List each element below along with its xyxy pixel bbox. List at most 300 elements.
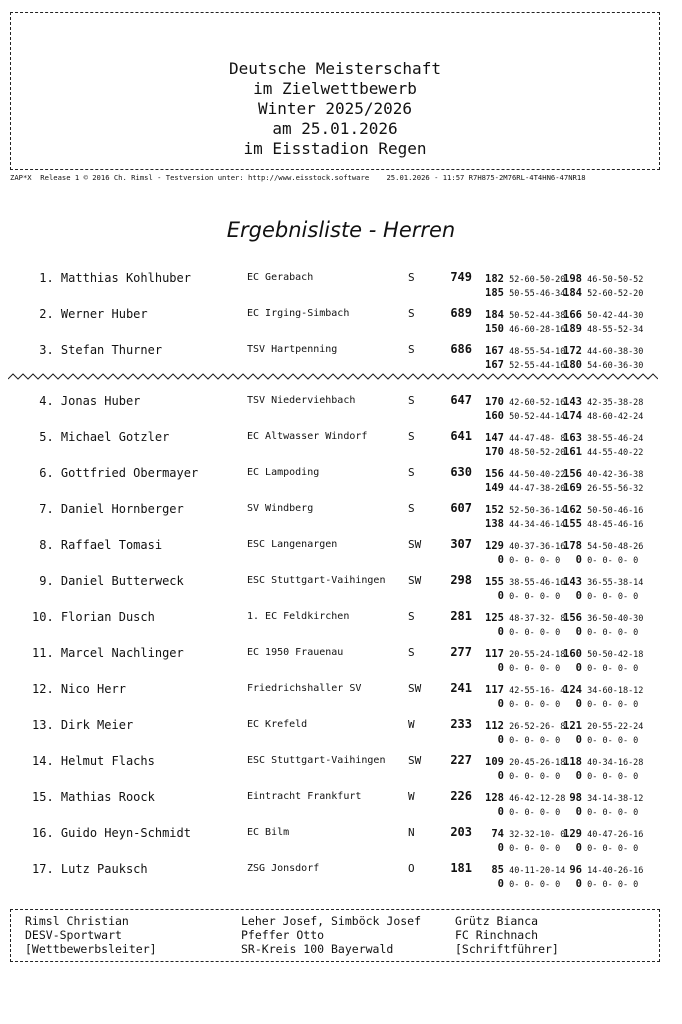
rank: 10. — [32, 610, 54, 624]
game-detail: 40-42-36-38 — [587, 470, 644, 480]
class-code: SW — [408, 538, 422, 551]
game-sum: 0 — [575, 698, 582, 710]
game-score — [482, 482, 565, 494]
result-row — [0, 271, 682, 307]
club-name: EC Bilm — [247, 827, 290, 838]
result-row — [0, 430, 682, 466]
game-sum: 143 — [563, 576, 582, 588]
game-detail: 14-40-26-16 — [587, 866, 644, 876]
athlete-rank-name — [32, 790, 155, 804]
game-detail: 20-55-24-18 — [509, 650, 566, 660]
result-row — [0, 538, 682, 574]
total-score: 607 — [450, 501, 472, 515]
game-score — [482, 734, 560, 746]
game-detail: 0- 0- 0- 0 — [587, 628, 639, 638]
total-score: 749 — [450, 270, 472, 284]
game-detail: 52-55-44-16 — [509, 361, 566, 371]
game-detail: 44-55-40-22 — [587, 448, 644, 458]
class-code: W — [408, 718, 415, 731]
game-sum: 155 — [485, 576, 504, 588]
game-score — [562, 446, 643, 458]
athlete-name: Helmut Flachs — [60, 754, 155, 768]
club-name: Eintracht Frankfurt — [247, 791, 362, 802]
result-row — [0, 610, 682, 646]
game-sum: 128 — [485, 792, 504, 804]
game-score — [482, 720, 565, 732]
club-name: SV Windberg — [247, 503, 314, 514]
game-detail: 0- 0- 0- 0 — [587, 736, 639, 746]
athlete-rank-name — [32, 826, 191, 840]
club-name: EC Irging-Simbach — [247, 308, 350, 319]
athlete-rank-name — [32, 271, 191, 285]
game-detail: 0- 0- 0- 0 — [509, 664, 561, 674]
class-code: S — [408, 466, 415, 479]
event-heading — [11, 59, 659, 159]
athlete-rank-name — [32, 343, 162, 357]
athlete-name: Guido Heyn-Schmidt — [60, 826, 191, 840]
game-detail: 0- 0- 0- 0 — [587, 844, 639, 854]
game-sum: 155 — [563, 518, 582, 530]
game-score — [482, 576, 565, 588]
game-score — [562, 345, 643, 357]
game-sum: 121 — [563, 720, 582, 732]
rank: 2. — [39, 307, 54, 321]
result-row — [0, 307, 682, 343]
official-line: Leher Josef, Simböck Josef — [241, 914, 422, 928]
game-score — [482, 345, 565, 357]
game-detail: 44-47-48- 8 — [509, 434, 566, 444]
rank: 13. — [32, 718, 54, 732]
game-score — [482, 806, 560, 818]
athlete-rank-name — [32, 466, 198, 480]
official-line: [Wettbewerbsleiter] — [25, 942, 157, 956]
game-detail: 26-55-56-32 — [587, 484, 644, 494]
game-detail: 48-60-42-24 — [587, 412, 644, 422]
game-detail: 40-47-26-16 — [587, 830, 644, 840]
official-line: [Schriftführer] — [455, 942, 559, 956]
game-sum: 156 — [563, 468, 582, 480]
rank: 17. — [32, 862, 54, 876]
game-score — [562, 684, 643, 696]
game-detail: 48-45-46-16 — [587, 520, 644, 530]
game-sum: 174 — [563, 410, 582, 422]
game-score — [482, 359, 565, 371]
game-score — [562, 309, 643, 321]
game-sum: 143 — [563, 396, 582, 408]
game-detail: 38-55-46-24 — [587, 434, 644, 444]
game-score — [482, 612, 565, 624]
athlete-rank-name — [32, 538, 162, 552]
game-sum: 118 — [563, 756, 582, 768]
game-score — [482, 648, 565, 660]
official-line: Pfeffer Otto — [241, 928, 325, 942]
club-name: 1. EC Feldkirchen — [247, 611, 350, 622]
game-sum: 0 — [575, 878, 582, 890]
game-sum: 0 — [497, 878, 504, 890]
game-sum: 160 — [563, 648, 582, 660]
total-score: 241 — [450, 681, 472, 695]
game-sum: 167 — [485, 345, 504, 357]
total-score: 686 — [450, 342, 472, 356]
club-name: TSV Hartpenning — [247, 344, 338, 355]
athlete-name: Stefan Thurner — [60, 343, 163, 357]
club-name: ESC Langenargen — [247, 539, 338, 550]
header-box — [10, 12, 660, 170]
result-row — [0, 862, 682, 898]
game-detail: 0- 0- 0- 0 — [509, 592, 561, 602]
game-detail: 0- 0- 0- 0 — [587, 592, 639, 602]
athlete-name: Lutz Pauksch — [60, 862, 148, 876]
athlete-rank-name — [32, 682, 126, 696]
game-detail: 44-60-38-30 — [587, 347, 644, 357]
game-detail: 20-55-22-24 — [587, 722, 644, 732]
game-detail: 54-60-36-30 — [587, 361, 644, 371]
rank: 4. — [39, 394, 54, 408]
total-score: 689 — [450, 306, 472, 320]
game-detail: 50-50-42-18 — [587, 650, 644, 660]
game-sum: 163 — [563, 432, 582, 444]
total-score: 630 — [450, 465, 472, 479]
heading-line: am 25.01.2026 — [272, 119, 398, 138]
official-line: FC Rinchnach — [455, 928, 539, 942]
game-score — [482, 287, 565, 299]
total-score: 203 — [450, 825, 472, 839]
game-score — [562, 612, 643, 624]
class-code: SW — [408, 682, 422, 695]
game-score — [562, 878, 638, 890]
game-detail: 46-60-28-16 — [509, 325, 566, 335]
heading-line: Winter 2025/2026 — [257, 99, 413, 118]
game-sum: 0 — [497, 842, 504, 854]
athlete-rank-name — [32, 610, 155, 624]
club-name: ESC Stuttgart-Vaihingen — [247, 755, 386, 766]
game-sum: 0 — [497, 662, 504, 674]
club-name: EC Lampoding — [247, 467, 320, 478]
game-detail: 54-50-48-26 — [587, 542, 644, 552]
athlete-rank-name — [32, 574, 184, 588]
game-detail: 40-34-16-28 — [587, 758, 644, 768]
game-sum: 117 — [485, 648, 504, 660]
game-sum: 0 — [575, 662, 582, 674]
rank: 3. — [39, 343, 54, 357]
game-detail: 0- 0- 0- 0 — [587, 772, 639, 782]
game-score — [482, 410, 565, 422]
game-score — [562, 756, 643, 768]
game-sum: 0 — [497, 770, 504, 782]
result-row — [0, 826, 682, 862]
game-score — [562, 504, 643, 516]
athlete-name: Dirk Meier — [60, 718, 134, 732]
athlete-name: Mathias Roock — [60, 790, 155, 804]
game-detail: 48-55-54-10 — [509, 347, 566, 357]
game-sum: 0 — [497, 734, 504, 746]
game-detail: 50-55-46-34 — [509, 289, 566, 299]
game-sum: 178 — [563, 540, 582, 552]
class-code: S — [408, 610, 415, 623]
heading-line: Deutsche Meisterschaft — [229, 59, 441, 78]
game-score — [562, 540, 643, 552]
game-sum: 74 — [491, 828, 504, 840]
game-detail: 52-60-52-20 — [587, 289, 644, 299]
game-score — [562, 410, 643, 422]
game-detail: 44-47-38-20 — [509, 484, 566, 494]
game-detail: 20-45-26-18 — [509, 758, 566, 768]
result-row — [0, 682, 682, 718]
class-code: O — [408, 862, 415, 875]
game-detail: 0- 0- 0- 0 — [509, 808, 561, 818]
class-code: SW — [408, 754, 422, 767]
game-sum: 189 — [563, 323, 582, 335]
game-detail: 50-52-44-38 — [509, 311, 566, 321]
game-sum: 124 — [563, 684, 582, 696]
software-meta-line: ZAP*X Release 1 © 2016 Ch. Rimsl - Testversion unter: http://www.eisstock.software 25.01.2026 - 11:57 R7H875-2M76RL-4T4HN6-47NR18 — [10, 173, 586, 182]
game-sum: 0 — [497, 626, 504, 638]
game-sum: 0 — [575, 590, 582, 602]
club-name: EC Altwasser Windorf — [247, 431, 368, 442]
official-line: Rimsl Christian — [25, 914, 129, 928]
athlete-name: Michael Gotzler — [60, 430, 170, 444]
game-detail: 46-42-12-28 — [509, 794, 566, 804]
game-sum: 161 — [563, 446, 582, 458]
rank: 6. — [39, 466, 54, 480]
total-score: 647 — [450, 393, 472, 407]
athlete-rank-name — [32, 394, 140, 408]
rank: 8. — [39, 538, 54, 552]
athlete-name: Werner Huber — [60, 307, 148, 321]
game-score — [562, 720, 643, 732]
official-line: DESV-Sportwart — [25, 928, 122, 942]
game-score — [482, 518, 565, 530]
game-sum: 185 — [485, 287, 504, 299]
game-sum: 169 — [563, 482, 582, 494]
game-score — [562, 396, 643, 408]
game-detail: 50-42-44-30 — [587, 311, 644, 321]
game-sum: 109 — [485, 756, 504, 768]
athlete-name: Daniel Hornberger — [60, 502, 184, 516]
official-line: Grütz Bianca — [455, 914, 539, 928]
athlete-rank-name — [32, 502, 184, 516]
athlete-name: Jonas Huber — [60, 394, 141, 408]
class-code: SW — [408, 574, 422, 587]
game-sum: 138 — [485, 518, 504, 530]
heading-line: im Eisstadion Regen — [243, 139, 427, 158]
game-score — [482, 590, 560, 602]
game-sum: 170 — [485, 396, 504, 408]
game-score — [482, 446, 565, 458]
game-score — [562, 734, 638, 746]
game-sum: 182 — [485, 273, 504, 285]
game-sum: 162 — [563, 504, 582, 516]
game-sum: 125 — [485, 612, 504, 624]
result-row — [0, 718, 682, 754]
game-sum: 167 — [485, 359, 504, 371]
result-row — [0, 754, 682, 790]
game-detail: 50-52-44-14 — [509, 412, 566, 422]
game-sum: 160 — [485, 410, 504, 422]
game-score — [482, 504, 565, 516]
game-sum: 150 — [485, 323, 504, 335]
game-score — [562, 323, 643, 335]
club-name: TSV Niederviehbach — [247, 395, 356, 406]
game-sum: 184 — [563, 287, 582, 299]
game-score — [562, 648, 643, 660]
game-score — [482, 396, 565, 408]
club-name: ZSG Jonsdorf — [247, 863, 320, 874]
athlete-rank-name — [32, 862, 148, 876]
game-score — [562, 482, 643, 494]
game-score — [482, 828, 565, 840]
total-score: 277 — [450, 645, 472, 659]
game-score — [562, 590, 638, 602]
game-score — [562, 468, 643, 480]
podium-separator — [8, 372, 658, 382]
result-row — [0, 466, 682, 502]
athlete-rank-name — [32, 754, 155, 768]
athlete-name: Raffael Tomasi — [60, 538, 163, 552]
class-code: S — [408, 646, 415, 659]
result-row — [0, 394, 682, 430]
game-sum: 156 — [485, 468, 504, 480]
athlete-name: Daniel Butterweck — [60, 574, 184, 588]
rank: 14. — [32, 754, 54, 768]
rank: 11. — [32, 646, 54, 660]
game-detail: 48-50-52-20 — [509, 448, 566, 458]
game-sum: 98 — [569, 792, 582, 804]
game-detail: 34-60-18-12 — [587, 686, 644, 696]
game-detail: 0- 0- 0- 0 — [509, 700, 561, 710]
game-sum: 147 — [485, 432, 504, 444]
game-score — [482, 323, 565, 335]
game-score — [562, 770, 638, 782]
game-detail: 48-55-52-34 — [587, 325, 644, 335]
page-title: Ergebnisliste - Herren — [226, 218, 456, 242]
game-detail: 0- 0- 0- 0 — [509, 736, 561, 746]
game-detail: 42-35-38-28 — [587, 398, 644, 408]
game-score — [562, 842, 638, 854]
game-detail: 46-50-50-52 — [587, 275, 644, 285]
rank: 12. — [32, 682, 54, 696]
game-detail: 52-50-36-14 — [509, 506, 566, 516]
game-score — [562, 554, 638, 566]
game-sum: 152 — [485, 504, 504, 516]
result-row — [0, 502, 682, 538]
game-detail: 0- 0- 0- 0 — [509, 844, 561, 854]
game-score — [482, 554, 560, 566]
heading-line: im Zielwettbewerb — [253, 79, 417, 98]
class-code: S — [408, 394, 415, 407]
game-sum: 85 — [491, 864, 504, 876]
game-score — [482, 842, 560, 854]
game-detail: 40-37-36-16 — [509, 542, 566, 552]
athlete-rank-name — [32, 430, 169, 444]
game-detail: 44-34-46-14 — [509, 520, 566, 530]
game-sum: 0 — [497, 590, 504, 602]
rank: 1. — [39, 271, 54, 285]
class-code: W — [408, 790, 415, 803]
total-score: 641 — [450, 429, 472, 443]
rank: 7. — [39, 502, 54, 516]
athlete-name: Florian Dusch — [60, 610, 155, 624]
game-sum: 96 — [569, 864, 582, 876]
game-score — [562, 828, 643, 840]
game-score — [562, 662, 638, 674]
class-code: N — [408, 826, 415, 839]
game-sum: 112 — [485, 720, 504, 732]
athlete-name: Matthias Kohlhuber — [60, 271, 191, 285]
game-score — [482, 864, 565, 876]
athlete-rank-name — [32, 307, 148, 321]
game-detail: 0- 0- 0- 0 — [587, 556, 639, 566]
game-detail: 40-11-20-14 — [509, 866, 566, 876]
result-row — [0, 790, 682, 826]
result-row — [0, 646, 682, 682]
game-detail: 26-52-26- 8 — [509, 722, 566, 732]
game-score — [562, 806, 638, 818]
game-sum: 0 — [575, 842, 582, 854]
game-sum: 0 — [575, 554, 582, 566]
total-score: 307 — [450, 537, 472, 551]
game-detail: 48-37-32- 8 — [509, 614, 566, 624]
game-score — [482, 770, 560, 782]
game-score — [562, 576, 643, 588]
total-score: 181 — [450, 861, 472, 875]
game-score — [562, 518, 643, 530]
game-detail: 42-60-52-16 — [509, 398, 566, 408]
class-code: S — [408, 343, 415, 356]
athlete-rank-name — [32, 646, 184, 660]
class-code: S — [408, 271, 415, 284]
game-sum: 198 — [563, 273, 582, 285]
game-detail: 36-55-38-14 — [587, 578, 644, 588]
game-detail: 0- 0- 0- 0 — [509, 628, 561, 638]
game-score — [482, 878, 560, 890]
game-detail: 0- 0- 0- 0 — [587, 880, 639, 890]
game-score — [482, 540, 565, 552]
game-sum: 149 — [485, 482, 504, 494]
game-detail: 36-50-40-30 — [587, 614, 644, 624]
athlete-name: Marcel Nachlinger — [60, 646, 184, 660]
game-sum: 166 — [563, 309, 582, 321]
game-detail: 0- 0- 0- 0 — [509, 772, 561, 782]
rank: 16. — [32, 826, 54, 840]
game-sum: 0 — [575, 806, 582, 818]
game-sum: 0 — [497, 554, 504, 566]
game-sum: 0 — [497, 806, 504, 818]
game-sum: 180 — [563, 359, 582, 371]
game-detail: 38-55-46-16 — [509, 578, 566, 588]
game-score — [482, 792, 565, 804]
game-score — [562, 698, 638, 710]
game-score — [562, 864, 643, 876]
game-score — [482, 432, 565, 444]
game-sum: 0 — [575, 770, 582, 782]
club-name: EC Gerabach — [247, 272, 314, 283]
game-sum: 170 — [485, 446, 504, 458]
athlete-name: Nico Herr — [60, 682, 126, 696]
total-score: 226 — [450, 789, 472, 803]
game-sum: 0 — [497, 698, 504, 710]
game-detail: 50-50-46-16 — [587, 506, 644, 516]
game-sum: 129 — [485, 540, 504, 552]
game-detail: 44-50-40-22 — [509, 470, 566, 480]
official-recorder — [455, 914, 559, 956]
game-sum: 172 — [563, 345, 582, 357]
game-score — [482, 468, 565, 480]
total-score: 233 — [450, 717, 472, 731]
game-score — [482, 662, 560, 674]
game-score — [482, 756, 565, 768]
athlete-name: Gottfried Obermayer — [60, 466, 199, 480]
